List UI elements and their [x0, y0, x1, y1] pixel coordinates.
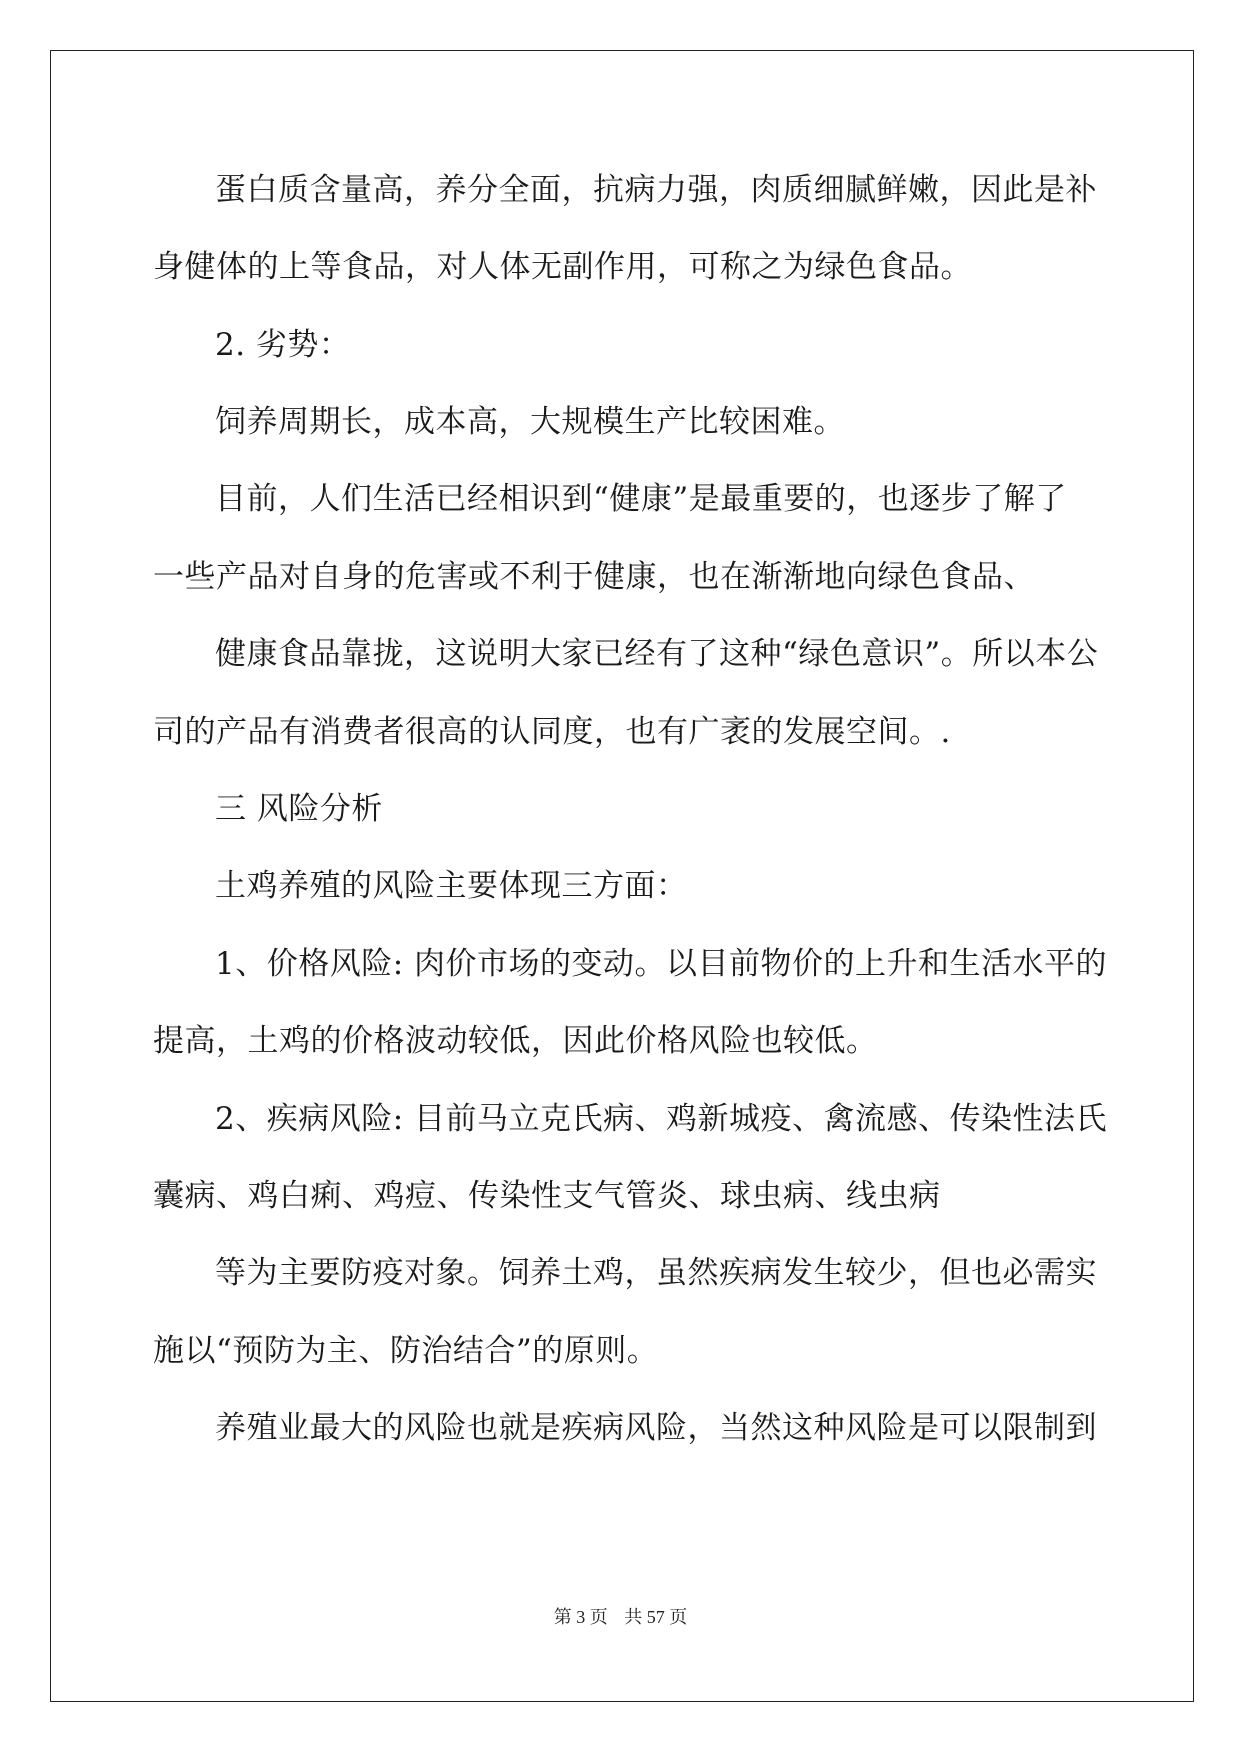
text-line-17: 养殖业最大的风险也就是疾病风险，当然这种风险是可以限制到: [215, 1410, 1097, 1446]
text-line-12: 提高，土鸡的价格波动较低，因此价格风险也较低。: [153, 1023, 878, 1059]
text-line-6: 一些产品对自身的危害或不利于健康，也在渐渐地向绿色食品、: [153, 559, 1035, 595]
text-line-11: 1、价格风险: 肉价市场的变动。以目前物价的上升和生活水平的: [215, 946, 1108, 982]
text-line-1: 蛋白质含量高，养分全面，抗病力强，肉质细腻鲜嫩，因此是补: [215, 172, 1097, 208]
text-line-5: 目前，人们生活已经相识到“健康”是最重要的，也逐步了解了: [215, 481, 1067, 517]
text-line-7: 健康食品靠拢，这说明大家已经有了这种“绿色意识”。所以本公: [215, 636, 1099, 672]
current-page-number: 第 3 页: [553, 1607, 608, 1627]
text-line-16: 施以“预防为主、防治结合”的原则。: [153, 1333, 659, 1369]
text-line-3: 2. 劣势：: [215, 327, 351, 363]
text-line-8: 司的产品有消费者很高的认同度，也有广袤的发展空间。.: [153, 714, 951, 750]
text-line-4: 饲养周期长，成本高，大规模生产比较困难。: [215, 404, 845, 440]
text-line-10: 土鸡养殖的风险主要体现三方面：: [215, 868, 688, 904]
page-footer: [0, 1603, 1241, 1629]
text-line-14: 囊病、鸡白痢、鸡痘、传染性支气管炎、球虫病、线虫病: [153, 1178, 941, 1214]
text-line-15: 等为主要防疫对象。饲养土鸡，虽然疾病发生较少，但也必需实: [215, 1255, 1097, 1291]
total-page-count: 共 57 页: [624, 1607, 688, 1627]
text-line-9: 三 风险分析: [215, 791, 383, 827]
text-line-13: 2、疾病风险: 目前马立克氏病、鸡新城疫、禽流感、传染性法氏: [215, 1101, 1108, 1137]
text-line-2: 身健体的上等食品，对人体无副作用，可称之为绿色食品。: [153, 249, 972, 285]
